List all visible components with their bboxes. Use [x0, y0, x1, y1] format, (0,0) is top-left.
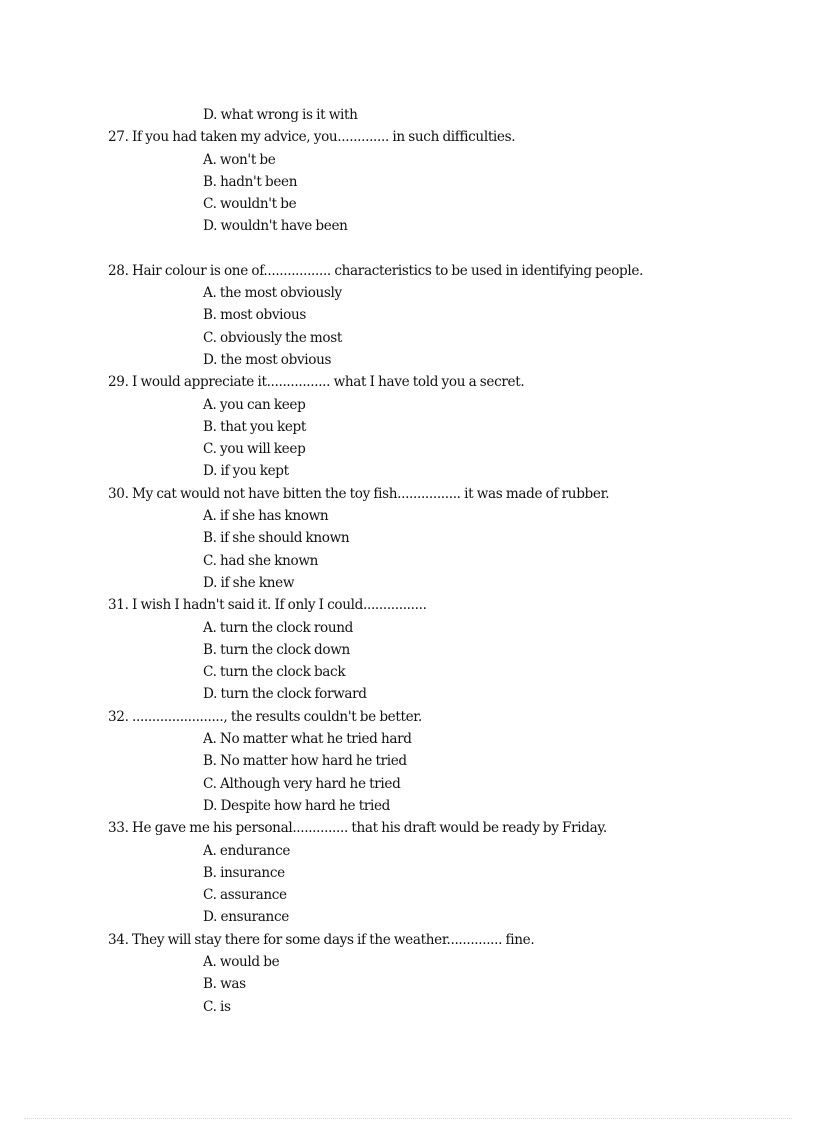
- question-28-option-a: A. the most obviously: [203, 285, 342, 302]
- question-34-option-c: C. is: [203, 998, 231, 1015]
- question-28-option-c: C. obviously the most: [203, 329, 342, 346]
- question-31-option-b: B. turn the clock down: [203, 641, 350, 658]
- question-34-option-b: B. was: [203, 976, 246, 993]
- option-line: D. what wrong is it with: [203, 107, 358, 123]
- question-27-option-b: B. hadn't been: [203, 173, 298, 190]
- question-33-option-a: A. endurance: [203, 842, 291, 859]
- page-bottom-divider: [24, 1118, 792, 1119]
- question-list: [108, 104, 788, 1018]
- question-33-option-b: B. insurance: [203, 864, 285, 881]
- question-29-option-b: B. that you kept: [203, 418, 307, 435]
- question-30-stem: 30. My cat would not have bitten the toy fish................ it was made of rubber.: [108, 485, 610, 502]
- question-31-option-c: C. turn the clock back: [203, 664, 346, 681]
- question-33-option-d: D. ensurance: [203, 909, 289, 926]
- question-27-option-d: D. wouldn't have been: [203, 218, 348, 235]
- question-29-option-c: C. you will keep: [203, 441, 306, 458]
- question-28-option-b: B. most obvious: [203, 307, 307, 324]
- question-28-stem: 28. Hair colour is one of................. characteristics to be used in identifying people.: [108, 262, 644, 279]
- question-30-option-b: B. if she should known: [203, 530, 350, 547]
- question-27-option-a: A. won't be: [203, 151, 276, 168]
- question-34-stem: 34. They will stay there for some days if the weather.............. fine.: [108, 931, 535, 948]
- question-29-option-a: A. you can keep: [203, 396, 306, 413]
- question-29-stem: 29. I would appreciate it................ what I have told you a secret.: [108, 374, 525, 391]
- question-30-option-c: C. had she known: [203, 552, 319, 569]
- question-28-option-d: D. the most obvious: [203, 351, 332, 368]
- question-27-stem: 27. If you had taken my advice, you............. in such difficulties.: [108, 129, 516, 146]
- question-32-option-c: C. Although very hard he tried: [203, 775, 401, 792]
- question-31-option-a: A. turn the clock round: [203, 619, 353, 636]
- question-32-option-b: B. No matter how hard he tried: [203, 753, 407, 770]
- question-32-option-d: D. Despite how hard he tried: [203, 797, 391, 814]
- question-27-option-c: C. wouldn't be: [203, 196, 297, 213]
- question-31-stem: 31. I wish I hadn't said it. If only I could................: [108, 597, 427, 614]
- question-34-option-a: A. would be: [203, 953, 280, 970]
- question-33-stem: 33. He gave me his personal.............. that his draft would be ready by Friday.: [108, 820, 607, 837]
- question-30-option-a: A. if she has known: [203, 508, 329, 525]
- question-32-stem: 32. ......................., the results couldn't be better.: [108, 708, 422, 725]
- question-32-option-a: A. No matter what he tried hard: [203, 731, 412, 748]
- question-33-option-c: C. assurance: [203, 887, 287, 904]
- question-29-option-d: D. if you kept: [203, 463, 289, 480]
- question-30-option-d: D. if she knew: [203, 574, 295, 591]
- question-31-option-d: D. turn the clock forward: [203, 686, 367, 703]
- blank-line: [108, 238, 788, 260]
